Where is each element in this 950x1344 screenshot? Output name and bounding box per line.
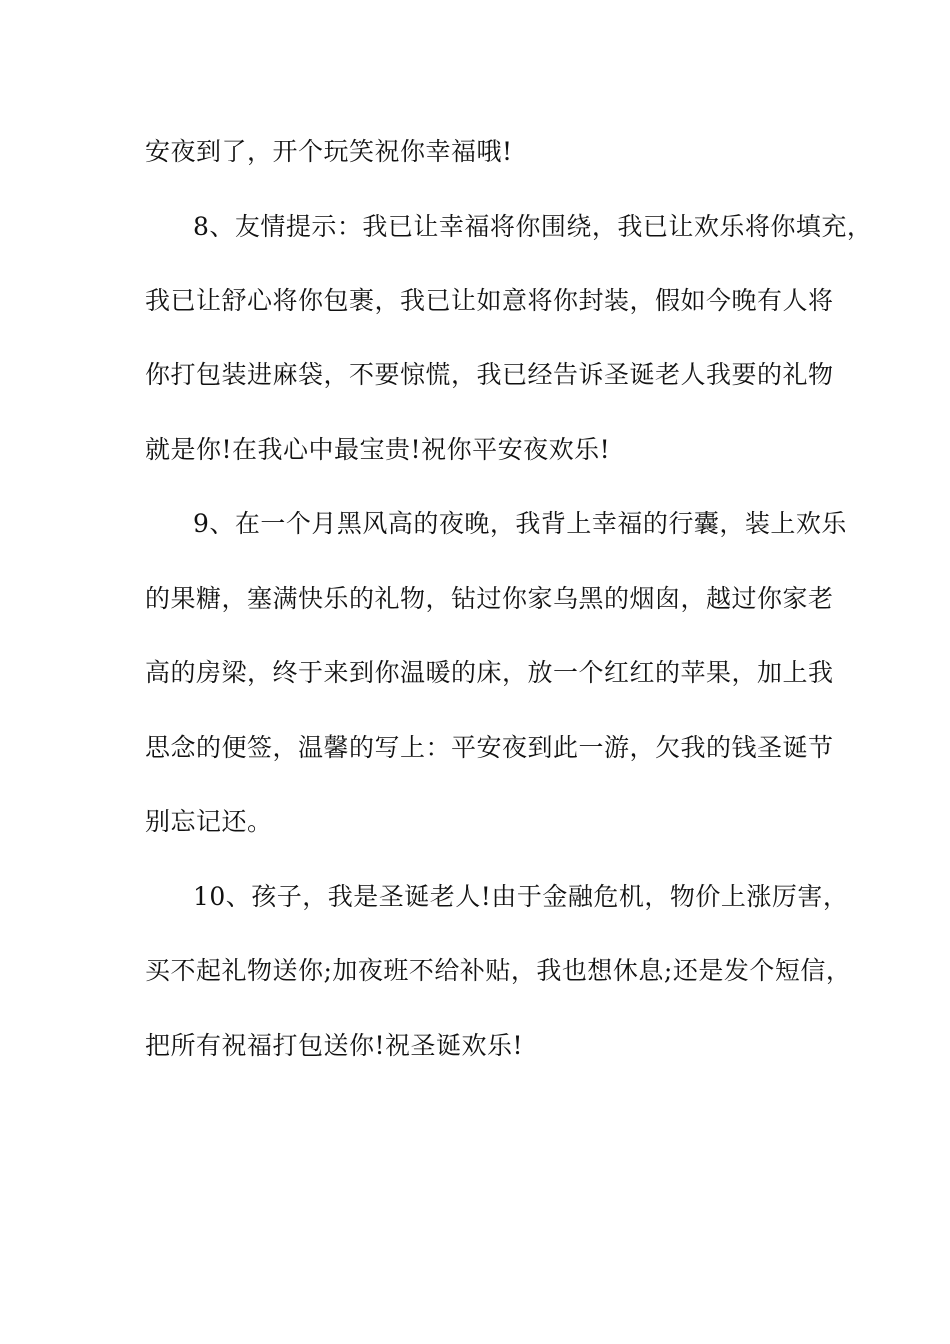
- paragraph-8-line-1: 8、友情提示：我已让幸福将你围绕，我已让欢乐将你填充，: [193, 212, 873, 241]
- paragraph-9-line-3: 高的房梁，终于来到你温暖的床，放一个红红的苹果，加上我: [145, 658, 834, 687]
- paragraph-10-line-2: 买不起礼物送你;加夜班不给补贴，我也想休息;还是发个短信，: [145, 956, 852, 985]
- paragraph-9-line-1: 9、在一个月黑风高的夜晚，我背上幸福的行囊，装上欢乐: [193, 509, 847, 538]
- paragraph-9-line-5: 别忘记还。: [145, 807, 273, 836]
- paragraph-10-line-3: 把所有祝福打包送你!祝圣诞欢乐!: [145, 1031, 524, 1060]
- paragraph-10-line-1: 10、孩子，我是圣诞老人!由于金融危机，物价上涨厉害，: [193, 882, 849, 911]
- paragraph-8-line-3: 你打包装进麻袋，不要惊慌，我已经告诉圣诞老人我要的礼物: [145, 360, 834, 389]
- paragraph-8-line-4: 就是你!在我心中最宝贵!祝你平安夜欢乐!: [145, 435, 611, 464]
- paragraph-9-line-4: 思念的便签，温馨的写上：平安夜到此一游，欠我的钱圣诞节: [145, 733, 834, 762]
- paragraph-8-line-2: 我已让舒心将你包裹，我已让如意将你封装，假如今晚有人将: [145, 286, 834, 315]
- text-line: 安夜到了，开个玩笑祝你幸福哦!: [145, 137, 513, 166]
- paragraph-9-line-2: 的果糖，塞满快乐的礼物，钻过你家乌黑的烟囱，越过你家老: [145, 584, 834, 613]
